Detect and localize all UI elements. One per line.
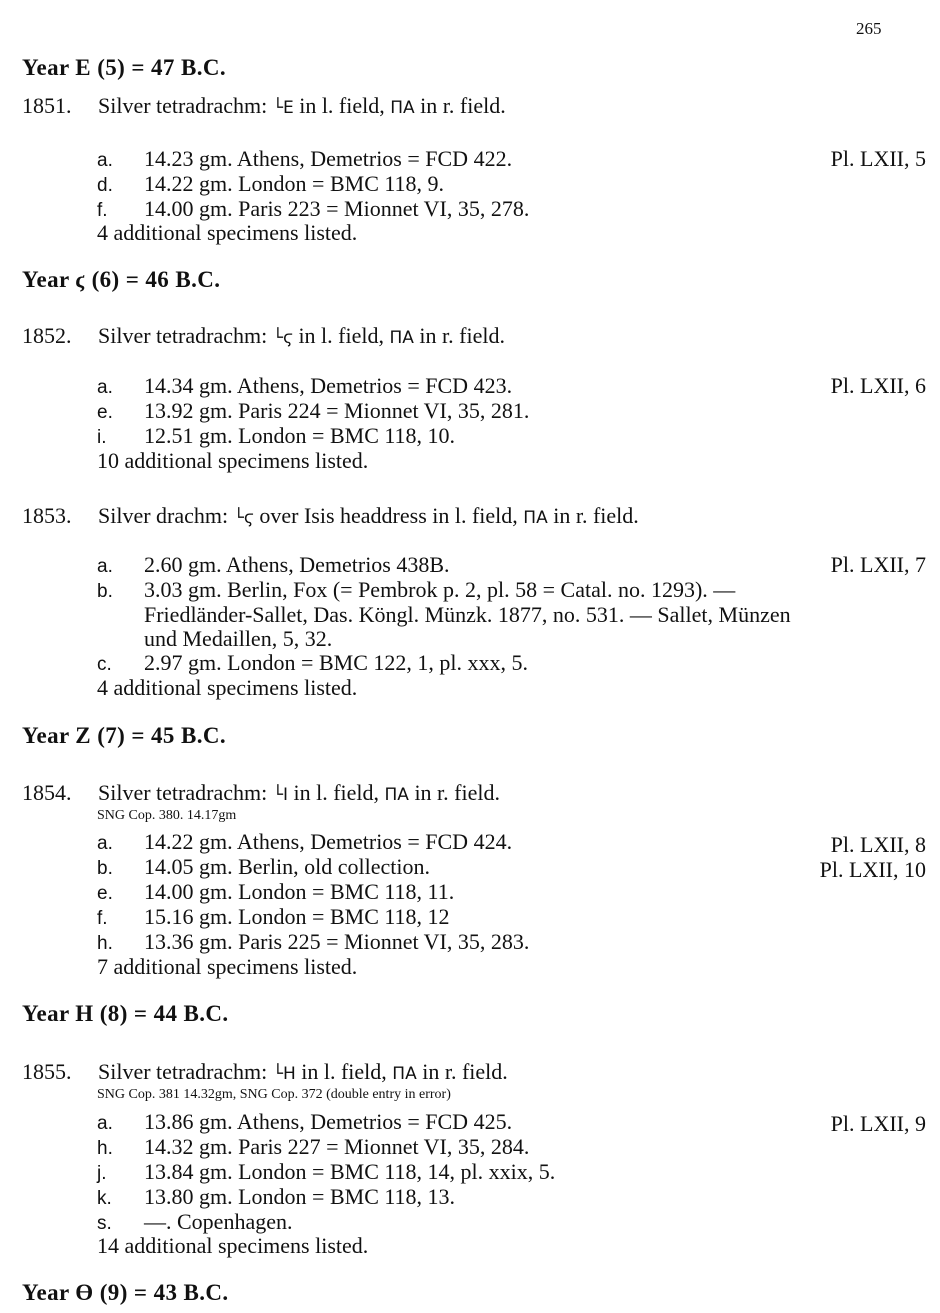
specimen-text: 13.36 gm. Paris 225 = Mionnet VI, 35, 283. [144, 929, 530, 954]
specimen-text: 12.51 gm. London = BMC 118, 10. [144, 423, 456, 448]
specimen-letter: i. [97, 427, 107, 448]
specimen-letter: a. [97, 150, 113, 171]
specimen-line [97, 1209, 292, 1236]
specimen-letter: b. [97, 581, 113, 602]
specimen-letter: f. [97, 908, 108, 929]
specimen-letter: s. [97, 1213, 112, 1234]
entry-number: 1851. [22, 93, 72, 118]
specimen-line [97, 146, 512, 173]
specimen-letter: a. [97, 377, 113, 398]
entry-text: Silver tetradrachm: [98, 1059, 273, 1084]
entry-text: Silver tetradrachm: [98, 323, 273, 348]
specimen-letter: c. [97, 654, 112, 675]
specimen-line [97, 854, 430, 881]
entry-text: Silver drachm: [98, 503, 234, 528]
specimen-line [97, 196, 529, 223]
specimen-letter: a. [97, 556, 113, 577]
entry-1852-title [22, 323, 505, 349]
additional-specimens: 14 additional specimens listed. [97, 1233, 369, 1258]
year-heading: Year Z (7) = 45 B.C. [22, 723, 227, 748]
specimen-letter: a. [97, 833, 113, 854]
plate-reference: Pl. LXII, 5 [830, 146, 926, 171]
right-field-monogram: ΠA [390, 98, 415, 118]
specimen-line [97, 829, 512, 856]
entry-text: in r. field. [416, 1059, 508, 1084]
year-heading: Year H (8) = 44 B.C. [22, 1001, 229, 1026]
plate-reference: Pl. LXII, 8 [830, 832, 926, 857]
left-field-monogram: └E [272, 98, 294, 118]
entry-text: in l. field, [293, 93, 391, 118]
specimen-line [97, 577, 735, 604]
specimen-text: 2.97 gm. London = BMC 122, 1, pl. xxx, 5. [144, 650, 528, 675]
specimen-text: 2.60 gm. Athens, Demetrios 438B. [144, 552, 450, 577]
specimen-text: 13.84 gm. London = BMC 118, 14, pl. xxix, 5. [144, 1159, 556, 1184]
specimen-text: —. Copenhagen. [144, 1209, 293, 1234]
specimen-text: 14.23 gm. Athens, Demetrios = FCD 422. [144, 146, 513, 171]
year-heading: Year E (5) = 47 B.C. [22, 55, 227, 80]
specimen-line [97, 552, 450, 579]
specimen-text: 14.00 gm. Paris 223 = Mionnet VI, 35, 278. [144, 196, 530, 221]
entry-number: 1854. [22, 780, 72, 805]
additional-specimens: 10 additional specimens listed. [97, 448, 369, 473]
sng-reference: SNG Cop. 380. 14.17gm [97, 808, 237, 823]
entry-text: in l. field, [287, 780, 385, 805]
specimen-letter: j. [97, 1163, 107, 1184]
entry-text: Silver tetradrachm: [98, 780, 273, 805]
page-number: 265 [856, 19, 882, 38]
entry-text: in r. field. [408, 780, 500, 805]
right-field-monogram: ΠA [384, 785, 409, 805]
specimen-continuation: Friedländer-Sallet, Das. Köngl. Münzk. 1877, no. 531. — Sallet, Münzen [144, 602, 791, 627]
plate-reference: Pl. LXII, 9 [830, 1111, 926, 1136]
specimen-line [97, 879, 454, 906]
entry-number: 1853. [22, 503, 72, 528]
specimen-text: 14.05 gm. Berlin, old collection. [144, 854, 430, 879]
entry-text: in r. field. [414, 93, 506, 118]
specimen-text: 14.00 gm. London = BMC 118, 11. [144, 879, 455, 904]
specimen-text: 14.32 gm. Paris 227 = Mionnet VI, 35, 284. [144, 1134, 530, 1159]
specimen-continuation: und Medaillen, 5, 32. [144, 626, 333, 651]
plate-reference: Pl. LXII, 7 [830, 552, 926, 577]
year-heading: Year ϴ (9) = 43 B.C. [22, 1280, 229, 1305]
specimen-line [97, 1134, 529, 1161]
specimen-letter: d. [97, 175, 113, 196]
specimen-line [97, 650, 528, 677]
entry-number: 1855. [22, 1059, 72, 1084]
specimen-text: 15.16 gm. London = BMC 118, 12 [144, 904, 450, 929]
left-field-monogram: └ϛ [233, 508, 254, 528]
entry-1851-title [22, 93, 506, 119]
specimen-letter: h. [97, 933, 113, 954]
plate-reference: Pl. LXII, 6 [830, 373, 926, 398]
entry-text: in r. field. [413, 323, 505, 348]
specimen-line [97, 1109, 512, 1136]
entry-1854-title [22, 780, 500, 806]
specimen-line [97, 904, 450, 931]
entry-text: Silver tetradrachm: [98, 93, 273, 118]
specimen-letter: h. [97, 1138, 113, 1159]
specimen-line [97, 171, 444, 198]
specimen-letter: k. [97, 1188, 112, 1209]
left-field-monogram: └I [272, 785, 288, 805]
plate-reference: Pl. LXII, 10 [819, 857, 926, 882]
additional-specimens: 4 additional specimens listed. [97, 220, 358, 245]
additional-specimens: 7 additional specimens listed. [97, 954, 358, 979]
specimen-text: 3.03 gm. Berlin, Fox (= Pembrok p. 2, pl. 58 = Catal. no. 1293). — [144, 577, 736, 602]
entry-text: over Isis headdress in l. field, [253, 503, 524, 528]
specimen-text: 13.86 gm. Athens, Demetrios = FCD 425. [144, 1109, 513, 1134]
specimen-text: 14.34 gm. Athens, Demetrios = FCD 423. [144, 373, 513, 398]
specimen-text: 13.92 gm. Paris 224 = Mionnet VI, 35, 281. [144, 398, 530, 423]
specimen-letter: f. [97, 200, 108, 221]
year-heading: Year ϛ (6) = 46 B.C. [22, 267, 221, 292]
additional-specimens: 4 additional specimens listed. [97, 675, 358, 700]
specimen-text: 14.22 gm. London = BMC 118, 9. [144, 171, 445, 196]
specimen-line [97, 398, 529, 425]
specimen-line [97, 423, 455, 450]
specimen-letter: a. [97, 1113, 113, 1134]
right-field-monogram: ΠA [389, 328, 414, 348]
specimen-line [97, 929, 529, 956]
specimen-line [97, 1159, 555, 1186]
entry-number: 1852. [22, 323, 72, 348]
entry-text: in r. field. [547, 503, 639, 528]
right-field-monogram: ΠA [392, 1064, 417, 1084]
specimen-letter: e. [97, 883, 113, 904]
entry-text: in l. field, [292, 323, 390, 348]
specimen-text: 13.80 gm. London = BMC 118, 13. [144, 1184, 456, 1209]
entry-1853-title [22, 503, 639, 529]
entry-text: in l. field, [295, 1059, 393, 1084]
specimen-letter: e. [97, 402, 113, 423]
left-field-monogram: └H [272, 1064, 296, 1084]
specimen-line [97, 1184, 455, 1211]
sng-reference: SNG Cop. 381 14.32gm, SNG Cop. 372 (double entry in error) [97, 1087, 451, 1102]
specimen-letter: b. [97, 858, 113, 879]
entry-1855-title [22, 1059, 508, 1085]
specimen-text: 14.22 gm. Athens, Demetrios = FCD 424. [144, 829, 513, 854]
right-field-monogram: ΠA [523, 508, 548, 528]
left-field-monogram: └ϛ [272, 328, 293, 348]
specimen-line [97, 373, 512, 400]
